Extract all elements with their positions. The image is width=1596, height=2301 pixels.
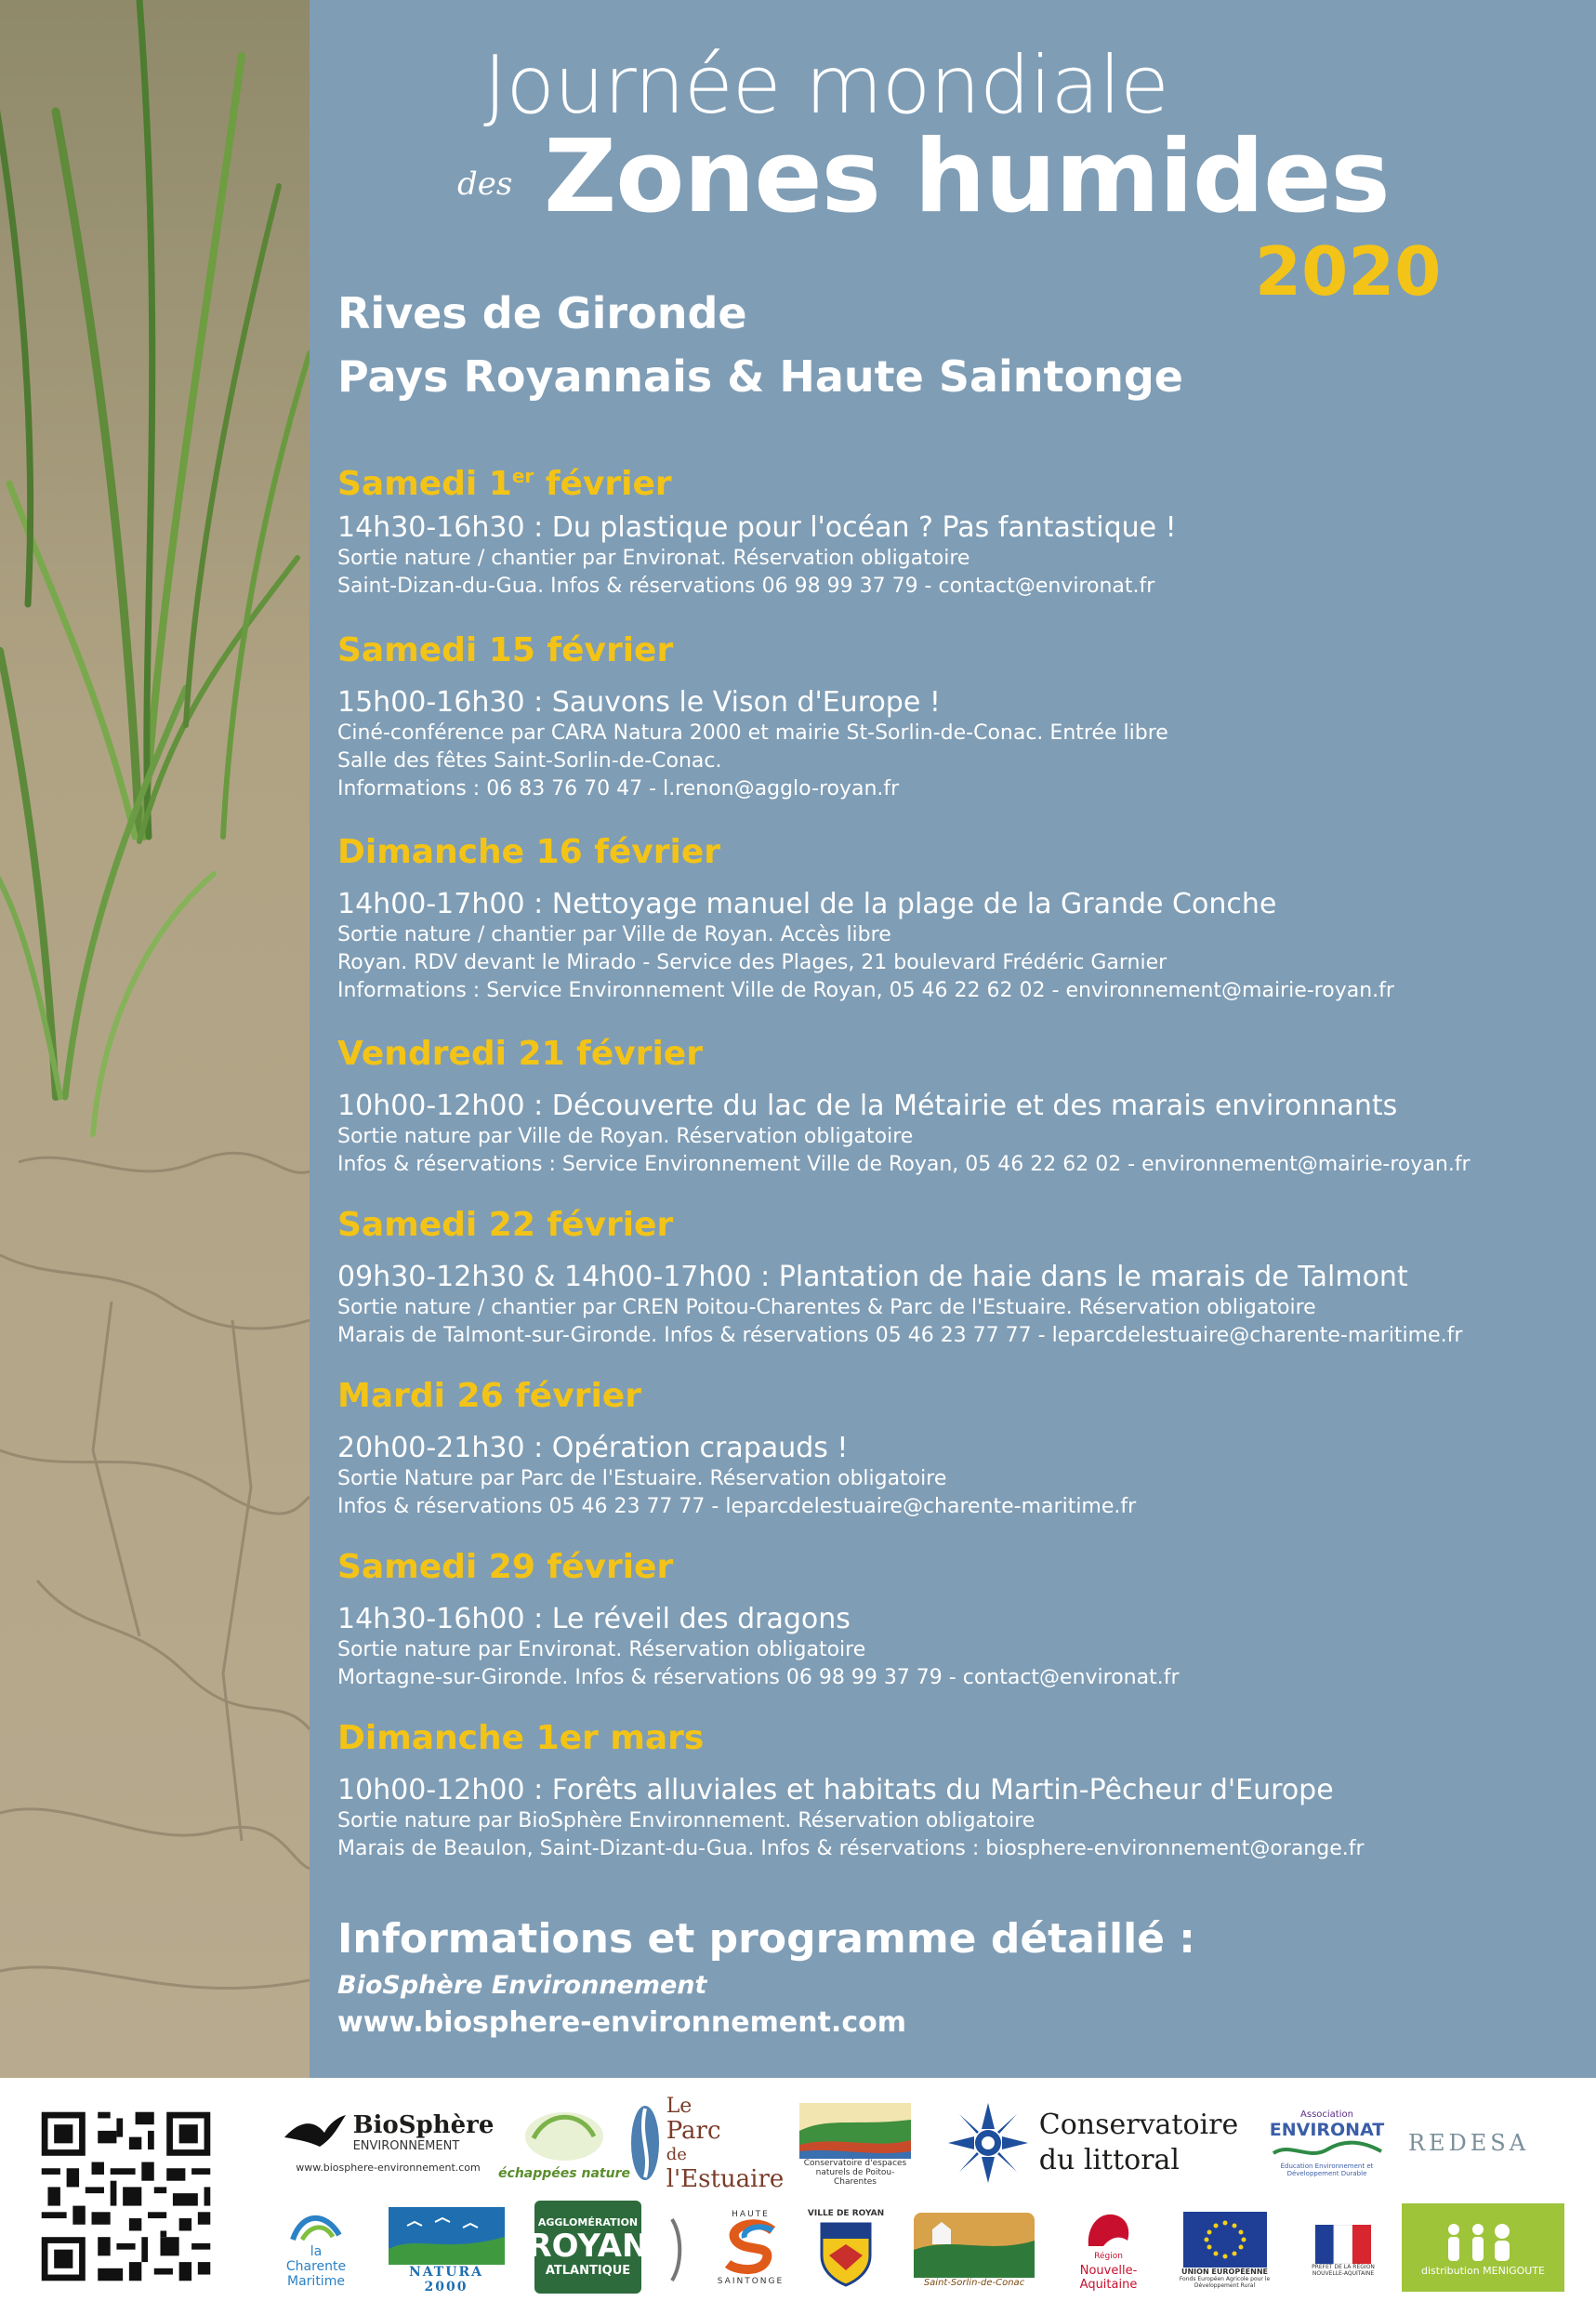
event-line: Informations : Service Environnement Ville de Royan, 05 46 22 62 02 - environnement@mairie-royan.fr — [337, 979, 1394, 1002]
conac-landscape-icon — [914, 2213, 1035, 2278]
grass-photo — [0, 0, 310, 2078]
charente-line3: Maritime — [287, 2273, 345, 2289]
grass-image — [0, 0, 310, 2078]
ville-royan-logo[interactable] — [809, 2199, 883, 2296]
region-line3: Aquitaine — [1079, 2278, 1138, 2292]
conservatoire-littoral-logo[interactable] — [934, 2096, 1250, 2189]
haute-saintonge-bottom: SAINTONGE — [717, 2276, 785, 2286]
tipi-icon — [1437, 2218, 1530, 2265]
event-2 — [337, 630, 1583, 803]
tipi-menigoute-logo[interactable] — [1402, 2203, 1564, 2292]
event-day: Samedi 22 février — [337, 1206, 674, 1244]
event-line: Infos & réservations : Service Environnement Ville de Royan, 05 46 22 62 02 - environnement@mairie-royan.fr — [337, 1153, 1471, 1176]
event-title: 09h30-12h30 & 14h00-17h00 : Plantation de haie dans le marais de Talmont — [337, 1261, 1408, 1293]
event-title: 10h00-12h00 : Découverte du lac de la Métairie et des marais environnants — [337, 1090, 1398, 1122]
title-des: des — [457, 165, 513, 203]
bird-icon — [283, 2109, 348, 2156]
event-title: 10h00-12h00 : Forêts alluviales et habitats du Martin-Pêcheur d'Europe — [337, 1774, 1334, 1806]
cen-label: Conservatoire d'espaces naturels de Poitou-Charentes — [803, 2159, 907, 2187]
natura-2000-icon — [389, 2207, 505, 2265]
estuary-icon — [629, 2101, 661, 2185]
environat-assoc: Association — [1300, 2109, 1353, 2120]
region-line2: Nouvelle- — [1079, 2264, 1138, 2278]
parc-estuaire-logo[interactable] — [632, 2091, 785, 2195]
event-day-sup: er — [511, 465, 534, 487]
event-day-prefix: Samedi 1 — [337, 465, 512, 503]
nouvelle-aquitaine-logo[interactable] — [1064, 2206, 1153, 2294]
event-title: 14h30-16h00 : Le réveil des dragons — [337, 1603, 851, 1635]
environat-logo[interactable] — [1264, 2096, 1390, 2189]
ue-line2: Fonds Européen Agricole pour le Développement Rural — [1179, 2276, 1271, 2289]
environat-wave-icon — [1272, 2140, 1383, 2162]
prefet-logo[interactable] — [1297, 2206, 1390, 2294]
environat-sub: Éducation Environnement et Développement Durable — [1280, 2162, 1374, 2177]
event-day: Dimanche 1er mars — [337, 1719, 705, 1757]
natura-2000-logo[interactable] — [386, 2206, 507, 2294]
info-organization: BioSphère Environnement — [337, 1971, 707, 2000]
event-title: 20h00-21h30 : Opération crapauds ! — [337, 1432, 849, 1464]
event-day: Mardi 26 février — [337, 1377, 641, 1415]
agglo-royan-logo[interactable] — [527, 2201, 649, 2294]
event-day: Samedi 15 février — [337, 631, 674, 669]
tipi-label: distribution MENIGOUTE — [1421, 2265, 1545, 2277]
saintonge-s-icon — [719, 2219, 784, 2277]
event-line: Marais de Beaulon, Saint-Dizant-du-Gua. Infos & réservations : biosphere-environnement@orange.fr — [337, 1837, 1365, 1860]
haute-saintonge-logo[interactable] — [706, 2199, 795, 2296]
event-line: Ciné-conférence par CARA Natura 2000 et mairie St-Sorlin-de-Conac. Entrée libre — [337, 721, 1168, 745]
echappees-leaf-icon — [520, 2101, 609, 2166]
agglo-line1: AGGLOMÉRATION — [537, 2216, 639, 2228]
event-day: Samedi 29 février — [337, 1548, 674, 1586]
event-line: Salle des fêtes Saint-Sorlin-de-Conac. — [337, 749, 722, 773]
event-7 — [337, 1547, 1583, 1692]
haute-saintonge-top: HAUTE — [732, 2209, 770, 2219]
prefet-label: PRÉFET DE LA RÉGION NOUVELLE-AQUITAINE — [1312, 2263, 1375, 2277]
charente-maritime-logo[interactable] — [274, 2199, 358, 2296]
event-day-suffix: février — [534, 465, 672, 503]
charente-line2: Charente — [285, 2258, 347, 2274]
agglo-line3: ATLANTIQUE — [545, 2264, 631, 2278]
event-8 — [337, 1718, 1583, 1863]
event-line: Infos & réservations 05 46 23 77 77 - leparcdelestuaire@charente-maritime.fr — [337, 1495, 1137, 1518]
parc-line4: l'Estuaire — [666, 2165, 785, 2193]
landscape-icon — [799, 2103, 911, 2159]
event-line: Sortie nature par Environat. Réservation obligatoire — [337, 1638, 866, 1661]
subtitle-line-2: Pays Royannais & Haute Saintonge — [337, 351, 1184, 402]
lion-icon — [1083, 2209, 1134, 2250]
title-line-2: Zones humides — [544, 119, 1390, 235]
redesa-label: REDESA — [1407, 2130, 1530, 2156]
region-line1: Région — [1094, 2252, 1123, 2261]
conservatoire-line1: Conservatoire — [1038, 2109, 1239, 2141]
eu-flag-icon — [1183, 2212, 1267, 2268]
info-heading: Informations et programme détaillé : — [337, 1915, 1195, 1963]
subtitle-line-1: Rives de Gironde — [337, 288, 747, 338]
event-line: Informations : 06 83 76 70 47 - l.renon@agglo-royan.fr — [337, 777, 900, 800]
event-4 — [337, 1034, 1583, 1179]
union-europeenne-logo[interactable] — [1162, 2206, 1287, 2294]
royan-label: VILLE DE ROYAN — [807, 2208, 885, 2218]
environat-name: ENVIRONAT — [1269, 2119, 1385, 2140]
natura-label: NATURA 2000 — [408, 2264, 484, 2294]
event-line: Sortie nature par Ville de Royan. Réservation obligatoire — [337, 1125, 914, 1148]
qr-code-icon[interactable] — [35, 2106, 217, 2287]
echappees-nature-label: échappées nature — [498, 2166, 630, 2181]
event-line: Mortagne-sur-Gironde. Infos & réservations 06 98 99 37 79 - contact@environat.fr — [337, 1666, 1180, 1689]
event-line: Royan. RDV devant le Mirado - Service des Plages, 21 boulevard Frédéric Garnier — [337, 951, 1167, 974]
info-url-link[interactable]: www.biosphere-environnement.com — [337, 2006, 906, 2039]
event-line: Sortie nature / chantier par Ville de Royan. Accès libre — [337, 923, 891, 946]
event-3 — [337, 832, 1583, 1005]
biosphere-name: BioSphère — [352, 2111, 495, 2139]
event-line: Saint-Dizan-du-Gua. Infos & réservations 06 98 99 37 79 - contact@environat.fr — [337, 575, 1155, 598]
french-flag-icon — [1315, 2225, 1371, 2264]
saint-sorlin-conac-logo[interactable] — [909, 2206, 1039, 2294]
biosphere-logo[interactable] — [274, 2095, 502, 2188]
redesa-logo[interactable] — [1399, 2115, 1538, 2171]
echappees-nature-logo[interactable] — [498, 2095, 630, 2188]
bracket-divider — [667, 2217, 686, 2282]
cen-poitou-logo[interactable] — [795, 2098, 916, 2191]
event-title: 14h00-17h00 : Nettoyage manuel de la plage de la Grande Conche — [337, 888, 1277, 920]
event-6 — [337, 1376, 1583, 1521]
partner-logos-footer — [0, 2078, 1596, 2301]
royan-crest-icon — [818, 2218, 874, 2287]
event-line: Sortie nature / chantier par Environat. Réservation obligatoire — [337, 547, 970, 570]
title-line-1: Journée mondiale — [483, 39, 1168, 132]
event-1 — [337, 456, 1583, 601]
conac-label: Saint-Sorlin-de-Conac — [923, 2278, 1025, 2288]
event-line: Sortie nature / chantier par CREN Poitou-Charentes & Parc de l'Estuaire. Réservation obligatoire — [337, 1296, 1316, 1319]
event-line: Sortie Nature par Parc de l'Estuaire. Réservation obligatoire — [337, 1467, 947, 1490]
event-title: 14h30-16h30 : Du plastique pour l'océan ? Pas fantastique ! — [337, 511, 1177, 544]
conservatoire-star-icon — [946, 2101, 1030, 2185]
event-day: Vendredi 21 février — [337, 1035, 703, 1073]
bracket-icon — [669, 2217, 684, 2282]
biosphere-url: www.biosphere-environnement.com — [296, 2161, 481, 2174]
title-year: 2020 — [1255, 232, 1442, 311]
biosphere-sub: ENVIRONNEMENT — [352, 2139, 460, 2153]
ue-line1: UNION EUROPÉENNE — [1181, 2268, 1269, 2276]
charente-line1: la — [310, 2243, 323, 2259]
event-5 — [337, 1205, 1583, 1350]
parc-line2: Parc — [666, 2117, 721, 2145]
parc-line3: de — [666, 2145, 687, 2164]
event-day: Dimanche 16 février — [337, 833, 721, 871]
event-title: 15h00-16h30 : Sauvons le Vison d'Europe ! — [337, 686, 941, 719]
charente-wave-icon — [288, 2207, 344, 2244]
event-line: Sortie nature par BioSphère Environnement. Réservation obligatoire — [337, 1809, 1035, 1832]
parc-line1: Le — [666, 2095, 692, 2118]
event-day — [337, 456, 1583, 503]
event-line: Marais de Talmont-sur-Gironde. Infos & réservations 05 46 23 77 77 - leparcdelestuaire@charente-maritime.fr — [337, 1324, 1463, 1347]
conservatoire-line2: du littoral — [1038, 2144, 1181, 2176]
agglo-line2: ROYAN — [527, 2228, 649, 2265]
